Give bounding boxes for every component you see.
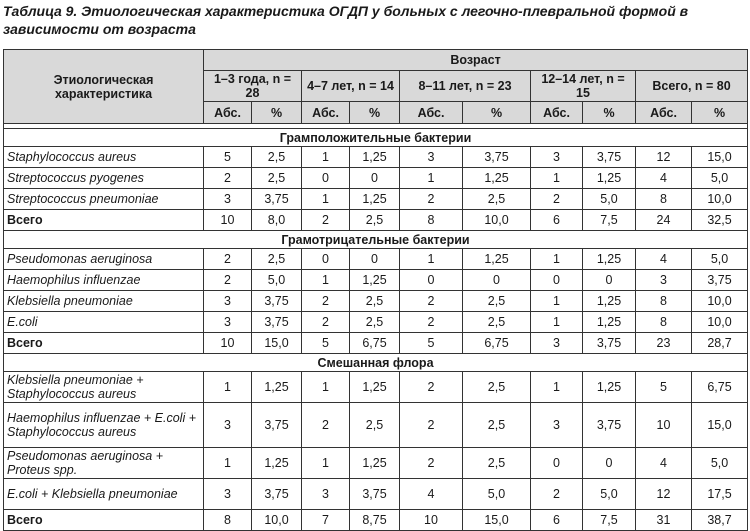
abs-value: 0 (531, 270, 583, 291)
pct-value: 2,5 (252, 168, 302, 189)
table-row (4, 448, 748, 479)
pct-value: 1,25 (583, 168, 636, 189)
abs-value: 4 (400, 479, 463, 510)
abs-value: 4 (636, 249, 692, 270)
pct-value: 5,0 (583, 479, 636, 510)
pct-value: 10,0 (463, 210, 531, 231)
abs-value: 12 (636, 147, 692, 168)
pct-value: 28,7 (692, 333, 748, 354)
table-row (4, 270, 748, 291)
pct-value: 6,75 (692, 372, 748, 403)
abs-value: 2 (302, 403, 350, 448)
pct-value: 5,0 (692, 448, 748, 479)
row-label-header: Этиологическая характеристика (4, 50, 204, 124)
total-row (4, 510, 748, 531)
pct-value: 15,0 (463, 510, 531, 531)
abs-value: 5 (302, 333, 350, 354)
pct-value: 3,75 (252, 403, 302, 448)
pct-value: 2,5 (463, 448, 531, 479)
table-row (4, 479, 748, 510)
abs-value: 0 (400, 270, 463, 291)
pct-value: 1,25 (350, 372, 400, 403)
abs-value: 10 (636, 403, 692, 448)
abs-header: Абс. (531, 102, 583, 124)
pct-value: 15,0 (692, 403, 748, 448)
pct-value: 32,5 (692, 210, 748, 231)
pct-value: 1,25 (350, 270, 400, 291)
abs-value: 1 (302, 147, 350, 168)
pct-value: 1,25 (350, 448, 400, 479)
total-row (4, 333, 748, 354)
abs-value: 8 (400, 210, 463, 231)
pct-value: 7,5 (583, 510, 636, 531)
etiology-table (3, 49, 748, 531)
abs-value: 1 (531, 312, 583, 333)
pct-value: 2,5 (252, 249, 302, 270)
abs-value: 1 (531, 168, 583, 189)
pct-value: 1,25 (583, 249, 636, 270)
organism-name: Staphylococcus aureus (4, 147, 204, 168)
abs-value: 0 (302, 249, 350, 270)
abs-value: 3 (531, 333, 583, 354)
abs-value: 3 (400, 147, 463, 168)
pct-value: 2,5 (463, 312, 531, 333)
pct-value: 2,5 (463, 403, 531, 448)
pct-value: 3,75 (583, 147, 636, 168)
group-header: 12–14 лет, n = 15 (531, 71, 636, 102)
organism-name: Pseudomonas aeruginosa (4, 249, 204, 270)
abs-value: 2 (531, 189, 583, 210)
organism-name: Haemophilus influenzae (4, 270, 204, 291)
organism-name: Streptococcus pneumoniae (4, 189, 204, 210)
abs-value: 3 (531, 403, 583, 448)
abs-value: 3 (204, 403, 252, 448)
group-header: Всего, n = 80 (636, 71, 748, 102)
pct-value: 1,25 (583, 372, 636, 403)
pct-value: 0 (583, 448, 636, 479)
table-header (4, 50, 748, 129)
pct-value: 0 (350, 249, 400, 270)
pct-value: 5,0 (583, 189, 636, 210)
pct-value: 1,25 (463, 249, 531, 270)
pct-value: 2,5 (463, 372, 531, 403)
table-row (4, 372, 748, 403)
pct-value: 17,5 (692, 479, 748, 510)
abs-value: 6 (531, 510, 583, 531)
abs-value: 3 (204, 189, 252, 210)
abs-value: 2 (400, 372, 463, 403)
pct-value: 8,0 (252, 210, 302, 231)
total-label: Всего (4, 510, 204, 531)
pct-value: 1,25 (583, 312, 636, 333)
abs-header: Абс. (302, 102, 350, 124)
abs-value: 6 (531, 210, 583, 231)
organism-name: Haemophilus influenzae + E.coli + Staphylococcus aureus (4, 403, 204, 448)
pct-value: 8,75 (350, 510, 400, 531)
abs-value: 2 (302, 210, 350, 231)
organism-name: Pseudomonas aeruginosa + Proteus spp. (4, 448, 204, 479)
abs-header: Абс. (400, 102, 463, 124)
section-title: Смешанная флора (4, 354, 748, 372)
pct-value: 6,75 (463, 333, 531, 354)
abs-value: 1 (302, 189, 350, 210)
pct-header: % (692, 102, 748, 124)
section-header-row (4, 354, 748, 372)
abs-value: 4 (636, 448, 692, 479)
section-title: Грамотрицательные бактерии (4, 231, 748, 249)
abs-value: 2 (302, 312, 350, 333)
pct-header: % (350, 102, 400, 124)
pct-value: 2,5 (350, 210, 400, 231)
abs-value: 10 (204, 210, 252, 231)
pct-value: 1,25 (583, 291, 636, 312)
pct-value: 3,75 (350, 479, 400, 510)
total-row (4, 210, 748, 231)
abs-value: 8 (636, 312, 692, 333)
pct-value: 15,0 (252, 333, 302, 354)
abs-value: 3 (302, 479, 350, 510)
abs-value: 1 (400, 249, 463, 270)
pct-value: 1,25 (463, 168, 531, 189)
pct-value: 38,7 (692, 510, 748, 531)
abs-value: 8 (636, 189, 692, 210)
abs-value: 1 (531, 372, 583, 403)
pct-header: % (583, 102, 636, 124)
table-row (4, 189, 748, 210)
group-header: 8–11 лет, n = 23 (400, 71, 531, 102)
pct-header: % (463, 102, 531, 124)
pct-value: 10,0 (692, 312, 748, 333)
abs-value: 4 (636, 168, 692, 189)
pct-value: 0 (463, 270, 531, 291)
abs-value: 10 (204, 333, 252, 354)
abs-value: 1 (204, 372, 252, 403)
abs-value: 1 (204, 448, 252, 479)
organism-name: Klebsiella pneumoniae (4, 291, 204, 312)
pct-value: 3,75 (252, 312, 302, 333)
pct-value: 2,5 (463, 291, 531, 312)
table-row (4, 147, 748, 168)
abs-value: 5 (400, 333, 463, 354)
pct-value: 5,0 (463, 479, 531, 510)
abs-value: 3 (204, 479, 252, 510)
abs-value: 8 (204, 510, 252, 531)
section-header-row (4, 129, 748, 147)
abs-value: 1 (302, 270, 350, 291)
abs-value: 2 (531, 479, 583, 510)
abs-value: 2 (204, 168, 252, 189)
pct-value: 0 (350, 168, 400, 189)
abs-value: 1 (531, 291, 583, 312)
abs-value: 2 (400, 448, 463, 479)
pct-value: 10,0 (692, 189, 748, 210)
pct-value: 3,75 (252, 189, 302, 210)
organism-name: Streptococcus pyogenes (4, 168, 204, 189)
pct-value: 3,75 (463, 147, 531, 168)
pct-value: 3,75 (252, 479, 302, 510)
abs-value: 3 (204, 312, 252, 333)
section-header-row (4, 231, 748, 249)
pct-value: 1,25 (252, 448, 302, 479)
organism-name: Klebsiella pneumoniae + Staphylococcus aureus (4, 372, 204, 403)
pct-value: 1,25 (252, 372, 302, 403)
abs-value: 8 (636, 291, 692, 312)
pct-value: 10,0 (692, 291, 748, 312)
abs-value: 10 (400, 510, 463, 531)
table-row (4, 403, 748, 448)
abs-value: 23 (636, 333, 692, 354)
pct-value: 2,5 (350, 291, 400, 312)
pct-value: 5,0 (692, 249, 748, 270)
group-header: 1–3 года, n = 28 (204, 71, 302, 102)
abs-value: 1 (531, 249, 583, 270)
section-title: Грамположительные бактерии (4, 129, 748, 147)
abs-value: 1 (302, 372, 350, 403)
abs-value: 2 (204, 270, 252, 291)
pct-value: 2,5 (463, 189, 531, 210)
table-row (4, 168, 748, 189)
pct-value: 15,0 (692, 147, 748, 168)
group-header: 4–7 лет, n = 14 (302, 71, 400, 102)
pct-value: 6,75 (350, 333, 400, 354)
abs-header: Абс. (204, 102, 252, 124)
pct-value: 1,25 (350, 189, 400, 210)
abs-value: 0 (531, 448, 583, 479)
pct-value: 5,0 (252, 270, 302, 291)
pct-value: 3,75 (692, 270, 748, 291)
total-label: Всего (4, 210, 204, 231)
table-body (4, 129, 748, 531)
table-caption: Таблица 9. Этиологическая характеристика ОГДП у больных с легочно-плевральной формой в зависимости от возраста (3, 3, 689, 37)
pct-value: 3,75 (583, 333, 636, 354)
abs-value: 2 (400, 403, 463, 448)
total-label: Всего (4, 333, 204, 354)
pct-value: 10,0 (252, 510, 302, 531)
abs-value: 1 (302, 448, 350, 479)
table-row (4, 312, 748, 333)
abs-value: 12 (636, 479, 692, 510)
abs-value: 3 (204, 291, 252, 312)
abs-value: 2 (400, 312, 463, 333)
abs-value: 5 (204, 147, 252, 168)
organism-name: E.coli + Klebsiella pneumoniae (4, 479, 204, 510)
pct-value: 1,25 (350, 147, 400, 168)
abs-value: 1 (400, 168, 463, 189)
pct-value: 0 (583, 270, 636, 291)
pct-value: 2,5 (252, 147, 302, 168)
pct-value: 7,5 (583, 210, 636, 231)
abs-value: 2 (400, 189, 463, 210)
pct-value: 3,75 (583, 403, 636, 448)
organism-name: E.coli (4, 312, 204, 333)
table-row (4, 291, 748, 312)
table-row (4, 249, 748, 270)
pct-value: 2,5 (350, 312, 400, 333)
abs-value: 7 (302, 510, 350, 531)
abs-value: 0 (302, 168, 350, 189)
abs-value: 2 (400, 291, 463, 312)
abs-value: 24 (636, 210, 692, 231)
pct-value: 3,75 (252, 291, 302, 312)
pct-value: 2,5 (350, 403, 400, 448)
age-header: Возраст (204, 50, 748, 71)
pct-value: 5,0 (692, 168, 748, 189)
abs-value: 5 (636, 372, 692, 403)
abs-value: 3 (636, 270, 692, 291)
abs-value: 2 (302, 291, 350, 312)
abs-value: 2 (204, 249, 252, 270)
pct-header: % (252, 102, 302, 124)
abs-value: 3 (531, 147, 583, 168)
abs-value: 31 (636, 510, 692, 531)
abs-header: Абс. (636, 102, 692, 124)
